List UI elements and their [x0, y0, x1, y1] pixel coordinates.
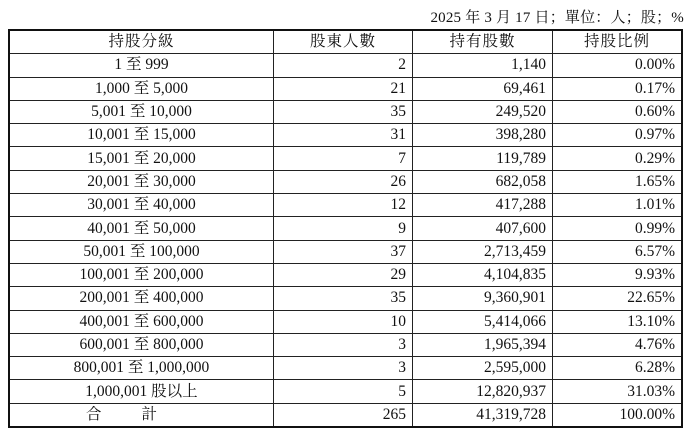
- shares-cell: 12,820,937: [413, 380, 553, 403]
- shares-cell: 4,104,835: [413, 263, 553, 286]
- count-cell: 3: [274, 357, 413, 380]
- range-cell: 20,001 至 30,000: [9, 170, 274, 193]
- range-cell: 1 至 999: [9, 54, 274, 77]
- range-cell: 40,001 至 50,000: [9, 217, 274, 240]
- table-row: [9, 124, 682, 147]
- table-row: [9, 100, 682, 123]
- count-cell: 35: [274, 100, 413, 123]
- shares-cell: 69,461: [413, 77, 553, 100]
- header-shareholding-ratio: 持股比例: [553, 30, 683, 54]
- range-cell: 800,001 至 1,000,000: [9, 357, 274, 380]
- table-row: [9, 54, 682, 77]
- header-shares-held: 持有股數: [413, 30, 553, 54]
- count-cell: 3: [274, 333, 413, 356]
- table-row: [9, 357, 682, 380]
- total-ratio-cell: 100.00%: [553, 403, 683, 427]
- range-cell: 15,001 至 20,000: [9, 147, 274, 170]
- count-cell: 31: [274, 124, 413, 147]
- shares-cell: 417,288: [413, 194, 553, 217]
- shares-cell: 1,140: [413, 54, 553, 77]
- table-row: [9, 77, 682, 100]
- shares-cell: 398,280: [413, 124, 553, 147]
- shares-cell: 119,789: [413, 147, 553, 170]
- ratio-cell: 0.29%: [553, 147, 683, 170]
- table-row: [9, 263, 682, 286]
- ratio-cell: 9.93%: [553, 263, 683, 286]
- count-cell: 7: [274, 147, 413, 170]
- shares-cell: 407,600: [413, 217, 553, 240]
- count-cell: 21: [274, 77, 413, 100]
- table-row: [9, 333, 682, 356]
- ratio-cell: 1.01%: [553, 194, 683, 217]
- range-cell: 100,001 至 200,000: [9, 263, 274, 286]
- range-cell: 30,001 至 40,000: [9, 194, 274, 217]
- shares-cell: 2,713,459: [413, 240, 553, 263]
- table-row: [9, 287, 682, 310]
- range-cell: 200,001 至 400,000: [9, 287, 274, 310]
- range-cell: 10,001 至 15,000: [9, 124, 274, 147]
- range-cell: 50,001 至 100,000: [9, 240, 274, 263]
- count-cell: 9: [274, 217, 413, 240]
- total-shares-cell: 41,319,728: [413, 403, 553, 427]
- shares-cell: 9,360,901: [413, 287, 553, 310]
- ratio-cell: 0.17%: [553, 77, 683, 100]
- count-cell: 12: [274, 194, 413, 217]
- table-row: [9, 310, 682, 333]
- ratio-cell: 0.97%: [553, 124, 683, 147]
- total-range-cell: 合計: [9, 403, 274, 427]
- shares-cell: 682,058: [413, 170, 553, 193]
- count-cell: 37: [274, 240, 413, 263]
- ratio-cell: 6.57%: [553, 240, 683, 263]
- table-row: [9, 240, 682, 263]
- table-row: [9, 217, 682, 240]
- header-shareholder-count: 股東人數: [274, 30, 413, 54]
- ratio-cell: 1.65%: [553, 170, 683, 193]
- shares-cell: 249,520: [413, 100, 553, 123]
- shares-cell: 2,595,000: [413, 357, 553, 380]
- total-count-cell: 265: [274, 403, 413, 427]
- range-cell: 600,001 至 800,000: [9, 333, 274, 356]
- range-cell: 5,001 至 10,000: [9, 100, 274, 123]
- count-cell: 2: [274, 54, 413, 77]
- ratio-cell: 13.10%: [553, 310, 683, 333]
- header-row: [9, 30, 682, 54]
- range-cell: 1,000 至 5,000: [9, 77, 274, 100]
- ratio-cell: 0.99%: [553, 217, 683, 240]
- count-cell: 5: [274, 380, 413, 403]
- shareholding-distribution-table: [8, 29, 683, 428]
- ratio-cell: 31.03%: [553, 380, 683, 403]
- table-row: [9, 170, 682, 193]
- ratio-cell: 0.00%: [553, 54, 683, 77]
- count-cell: 10: [274, 310, 413, 333]
- count-cell: 26: [274, 170, 413, 193]
- ratio-cell: 0.60%: [553, 100, 683, 123]
- table-row: [9, 147, 682, 170]
- range-cell: 400,001 至 600,000: [9, 310, 274, 333]
- table-row: [9, 380, 682, 403]
- header-shareholding-range: 持股分級: [9, 30, 274, 54]
- table-caption: 2025 年 3 月 17 日；單位：人；股；%: [430, 10, 684, 26]
- shares-cell: 1,965,394: [413, 333, 553, 356]
- range-cell: 1,000,001 股以上: [9, 380, 274, 403]
- total-row: [9, 403, 682, 427]
- shares-cell: 5,414,066: [413, 310, 553, 333]
- count-cell: 35: [274, 287, 413, 310]
- ratio-cell: 4.76%: [553, 333, 683, 356]
- ratio-cell: 22.65%: [553, 287, 683, 310]
- count-cell: 29: [274, 263, 413, 286]
- ratio-cell: 6.28%: [553, 357, 683, 380]
- table-row: [9, 194, 682, 217]
